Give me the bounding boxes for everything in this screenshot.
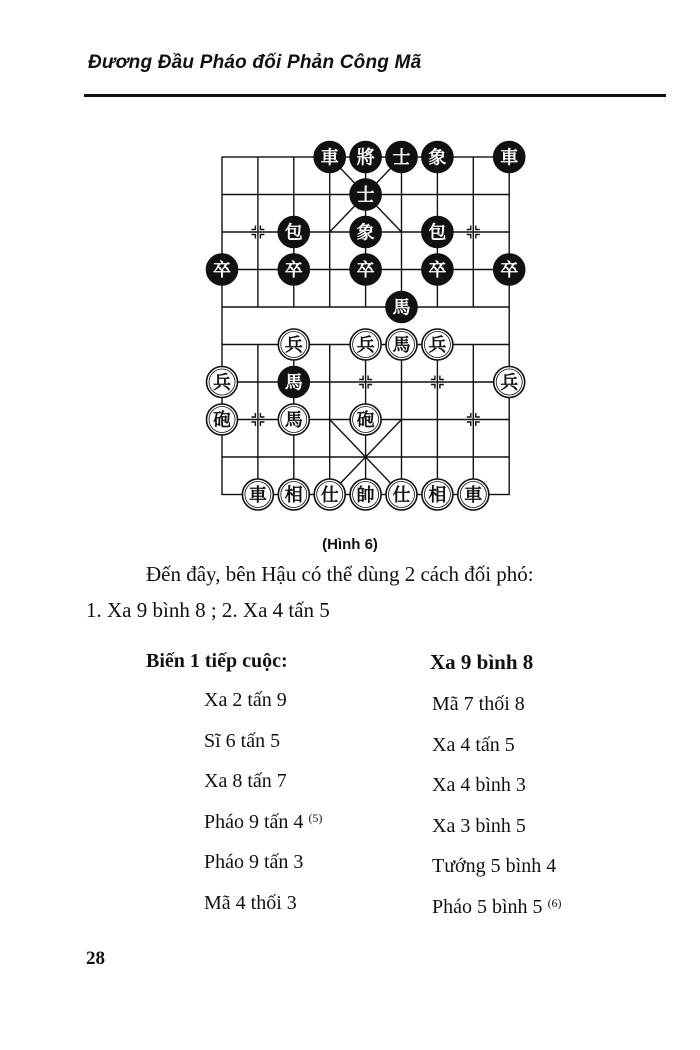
piece-glyph: 士 [392,147,411,169]
piece-glyph: 兵 [356,335,375,356]
piece-glyph: 士 [356,185,375,206]
position-mark [359,376,363,380]
move-item: Tướng 5 bình 4 [432,855,557,877]
piece-glyph: 馬 [392,297,411,319]
figure-caption: (Hình 6) [322,536,378,553]
piece-glyph: 兵 [500,372,519,394]
piece-glyph: 將 [356,147,375,169]
piece-glyph: 車 [320,147,339,169]
position-mark [260,235,264,239]
piece-glyph: 卒 [356,260,375,281]
move-item: Mã 4 thối 3 [204,891,297,914]
position-mark [431,385,435,389]
piece-glyph: 車 [500,147,519,169]
position-mark [476,413,480,417]
footnote-ref: (6) [547,895,562,910]
page-number: 28 [86,948,105,969]
footnote-ref: (5) [308,810,323,825]
piece-glyph: 砲 [213,410,231,431]
position-mark [359,385,363,389]
position-mark [260,422,264,426]
piece-glyph: 包 [428,222,447,244]
position-mark [440,385,444,389]
position-mark [368,376,372,380]
piece-glyph: 象 [356,222,375,244]
position-mark [467,413,471,417]
piece-glyph: 兵 [428,335,447,356]
move-item: Xa 8 tấn 7 [204,770,287,792]
intro-line-1: Đến đây, bên Hậu có thể dùng 2 cách đối phó: [146,562,534,586]
position-mark [476,226,480,230]
piece-glyph: 卒 [213,260,231,281]
piece-glyph: 相 [428,485,447,506]
variation-title: Biến 1 tiếp cuộc: [146,650,288,672]
piece-glyph: 仕 [320,485,339,506]
piece-glyph: 兵 [284,335,303,356]
piece-glyph: 卒 [428,260,447,281]
move-item: Xa 3 bình 5 [432,814,526,837]
piece-glyph: 帥 [356,485,375,506]
piece-glyph: 砲 [356,410,375,431]
running-header: Đương Đầu Pháo đối Phản Công Mã [88,52,422,73]
move-item: Pháo 5 bình 5 $^{(6)}$ [432,895,562,918]
piece-glyph: 車 [248,485,267,506]
variation-first-reply: Xa 9 bình 8 [430,650,534,674]
position-mark [440,376,444,380]
position-mark [467,235,471,239]
move-item: Pháo 9 tấn 3 [204,851,304,873]
move-item: Pháo 9 tấn 4 $^{(5)}$ [204,810,323,833]
position-mark [251,235,255,239]
move-item: Sĩ 6 tấn 5 [204,729,281,752]
piece-glyph: 兵 [213,372,231,394]
position-mark [476,235,480,239]
position-mark [251,422,255,426]
move-item: Mã 7 thối 8 [432,693,525,715]
move-item: Xa 4 bình 3 [432,774,526,796]
left-move-list [204,688,322,931]
position-mark [467,422,471,426]
position-mark [260,413,264,417]
position-mark [251,413,255,417]
position-mark [251,226,255,230]
right-move-list [432,692,562,935]
move-item: Xa 2 tấn 9 [204,689,287,711]
piece-glyph: 相 [284,485,303,506]
position-mark [368,385,372,389]
position-mark [476,422,480,426]
position-mark [431,376,435,380]
piece-glyph: 卒 [284,260,303,281]
position-mark [260,226,264,230]
piece-glyph: 馬 [284,410,303,431]
piece-glyph: 仕 [392,485,411,506]
move-item: Xa 4 tấn 5 [432,733,515,756]
piece-glyph: 馬 [392,335,411,356]
position-mark [467,226,471,230]
piece-glyph: 卒 [500,260,519,281]
piece-glyph: 馬 [284,372,303,394]
piece-glyph: 包 [284,222,303,244]
piece-glyph: 象 [428,147,447,169]
piece-glyph: 車 [464,485,483,506]
intro-line-2: 1. Xa 9 bình 8 ; 2. Xa 4 tấn 5 [86,598,330,622]
